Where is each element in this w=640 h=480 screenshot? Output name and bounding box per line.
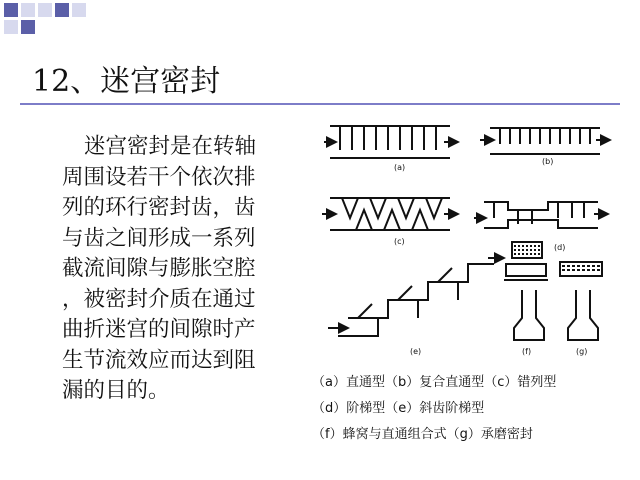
seal-type-e-drawing bbox=[328, 258, 504, 336]
figure-label-b: (b) bbox=[542, 157, 554, 166]
figure-label-e: (e) bbox=[410, 347, 422, 356]
figure-label-f: (f) bbox=[522, 347, 532, 356]
body-line: 列的环行密封齿，齿 bbox=[62, 195, 256, 220]
seal-type-d-drawing bbox=[474, 202, 608, 228]
body-line: 截流间隙与膨胀空腔 bbox=[62, 256, 256, 281]
body-line: 生节流效应而达到阻 bbox=[62, 347, 256, 373]
caption-line: （d）阶梯型（e）斜齿阶梯型 bbox=[312, 401, 485, 416]
body-line: ，被密封介质在通过 bbox=[62, 286, 256, 312]
body-line: 漏的目的。 bbox=[62, 378, 170, 403]
seal-type-g-drawing bbox=[568, 290, 598, 340]
body-line: 周围设若干个依次排 bbox=[62, 164, 256, 190]
seal-type-c-drawing bbox=[322, 198, 458, 230]
header-decoration bbox=[0, 0, 640, 34]
labyrinth-seal-diagram bbox=[318, 118, 632, 368]
seal-type-b-drawing bbox=[480, 128, 610, 154]
figure-caption bbox=[312, 370, 632, 448]
figure-label-a: (a) bbox=[394, 163, 406, 172]
page-title: 12、迷宫密封 bbox=[32, 64, 221, 99]
body-line: 曲折迷宫的间隙时产 bbox=[62, 317, 256, 342]
caption-line: （f）蜂窝与直通组合式（g）承磨密封 bbox=[312, 427, 533, 442]
figure-label-d: (d) bbox=[554, 243, 566, 252]
caption-line: （a）直通型（b）复合直通型（c）错列型 bbox=[312, 375, 557, 390]
honeycomb-drawing bbox=[504, 242, 548, 280]
body-text bbox=[62, 132, 310, 407]
figure-label-g: (g) bbox=[576, 347, 588, 356]
figure-label-c: (c) bbox=[394, 237, 405, 246]
abradable-pad-drawing bbox=[560, 262, 602, 276]
body-line: 迷宫密封是在转轴 bbox=[84, 134, 257, 159]
seal-type-f-drawing bbox=[514, 290, 544, 340]
body-line: 与齿之间形成一系列 bbox=[62, 225, 256, 251]
seal-type-a-drawing bbox=[324, 126, 458, 158]
title-divider bbox=[20, 103, 620, 105]
